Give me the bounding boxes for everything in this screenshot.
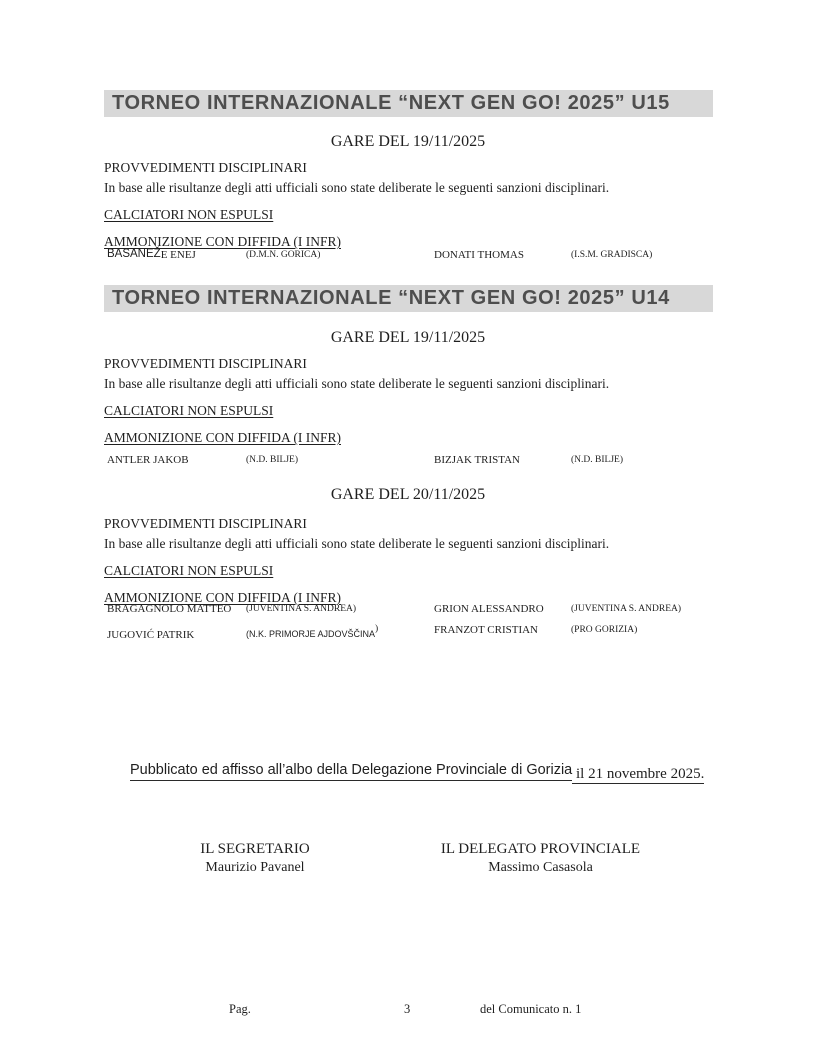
player-club: (D.M.N. GORICA) <box>246 250 321 260</box>
provvedimenti-heading-2: PROVVEDIMENTI DISCIPLINARI <box>104 356 307 371</box>
signature-secretary <box>150 841 360 876</box>
signature-secretary-title: IL SEGRETARIO <box>200 841 310 857</box>
player-club: (N.D. BILJE) <box>571 455 623 465</box>
player-name: BRAGAGNOLO MATTEO <box>107 603 232 615</box>
calciatori-heading-3: CALCIATORI NON ESPULSI <box>104 563 274 578</box>
ammonizione-heading-2: AMMONIZIONE CON DIFFIDA (I INFR) <box>104 430 341 445</box>
player-name: JUGOVIĆ PATRIK <box>107 629 195 641</box>
gare-date-heading-1: GARE DEL 19/11/2025 <box>330 133 486 150</box>
player-row <box>104 454 732 472</box>
footer-page-label: Pag. <box>229 1002 251 1016</box>
publication-date: il 21 novembre 2025. <box>572 766 705 782</box>
player-name <box>107 249 196 261</box>
player-name: BIZJAK TRISTAN <box>434 454 521 466</box>
tournament-banner-u15: TORNEO INTERNAZIONALE “NEXT GEN GO! 2025” U15 <box>104 90 713 117</box>
publication-text: Pubblicato ed affisso all’albo della Delegazione Provinciale di Gorizia <box>130 762 572 781</box>
player-club: (JUVENTINA S. ANDREA) <box>246 604 357 614</box>
player-club: (N.D. BILJE) <box>246 455 298 465</box>
provvedimenti-heading-3: PROVVEDIMENTI DISCIPLINARI <box>104 516 307 531</box>
player-row <box>104 624 732 642</box>
tournament-banner-u14: TORNEO INTERNAZIONALE “NEXT GEN GO! 2025” U14 <box>104 285 713 312</box>
player-name-sans-fragment: BASANEŽ <box>107 248 161 260</box>
player-name: FRANZOT CRISTIAN <box>434 624 539 636</box>
player-name-serif-fragment: E ENEJ <box>160 249 196 261</box>
footer-comunicato-label: del Comunicato n. 1 <box>480 1002 582 1016</box>
intro-text-3: In base alle risultanze degli atti ufficiali sono state deliberate le seguenti sanzioni disciplinari. <box>104 536 610 551</box>
ammonizione-heading-1: AMMONIZIONE CON DIFFIDA (I INFR) <box>104 234 341 249</box>
calciatori-heading-2: CALCIATORI NON ESPULSI <box>104 403 274 418</box>
player-name: GRION ALESSANDRO <box>434 603 544 615</box>
signature-delegate <box>418 841 663 876</box>
player-club <box>246 624 379 640</box>
provvedimenti-heading-1: PROVVEDIMENTI DISCIPLINARI <box>104 160 307 175</box>
gare-date-heading-2: GARE DEL 19/11/2025 <box>330 329 486 346</box>
player-row <box>104 249 732 267</box>
signature-delegate-name: Massimo Casasola <box>488 860 593 875</box>
footer-page-number: 3 <box>404 1002 411 1016</box>
gare-date-heading-3: GARE DEL 20/11/2025 <box>330 486 486 503</box>
player-name: ANTLER JAKOB <box>107 454 189 466</box>
signature-secretary-name: Maurizio Pavanel <box>205 860 305 875</box>
player-club: (JUVENTINA S. ANDREA) <box>571 604 682 614</box>
intro-text-2: In base alle risultanze degli atti ufficiali sono state deliberate le seguenti sanzioni disciplinari. <box>104 376 610 391</box>
intro-text-1: In base alle risultanze degli atti ufficiali sono state deliberate le seguenti sanzioni disciplinari. <box>104 180 610 195</box>
player-name: DONATI THOMAS <box>434 249 524 261</box>
player-club: (I.S.M. GRADISCA) <box>571 250 653 260</box>
ammonizione-heading-3: AMMONIZIONE CON DIFFIDA (I INFR) <box>104 590 341 605</box>
player-row <box>104 603 732 621</box>
player-club-sans-fragment: (N.K. PRIMORJE AJDOVŠČINA <box>246 629 376 639</box>
player-club: (PRO GORIZIA) <box>571 625 638 635</box>
calciatori-heading-1: CALCIATORI NON ESPULSI <box>104 207 274 222</box>
signature-delegate-title: IL DELEGATO PROVINCIALE <box>440 841 641 857</box>
publication-line <box>130 761 705 782</box>
player-club-closing-paren: ) <box>375 624 379 634</box>
